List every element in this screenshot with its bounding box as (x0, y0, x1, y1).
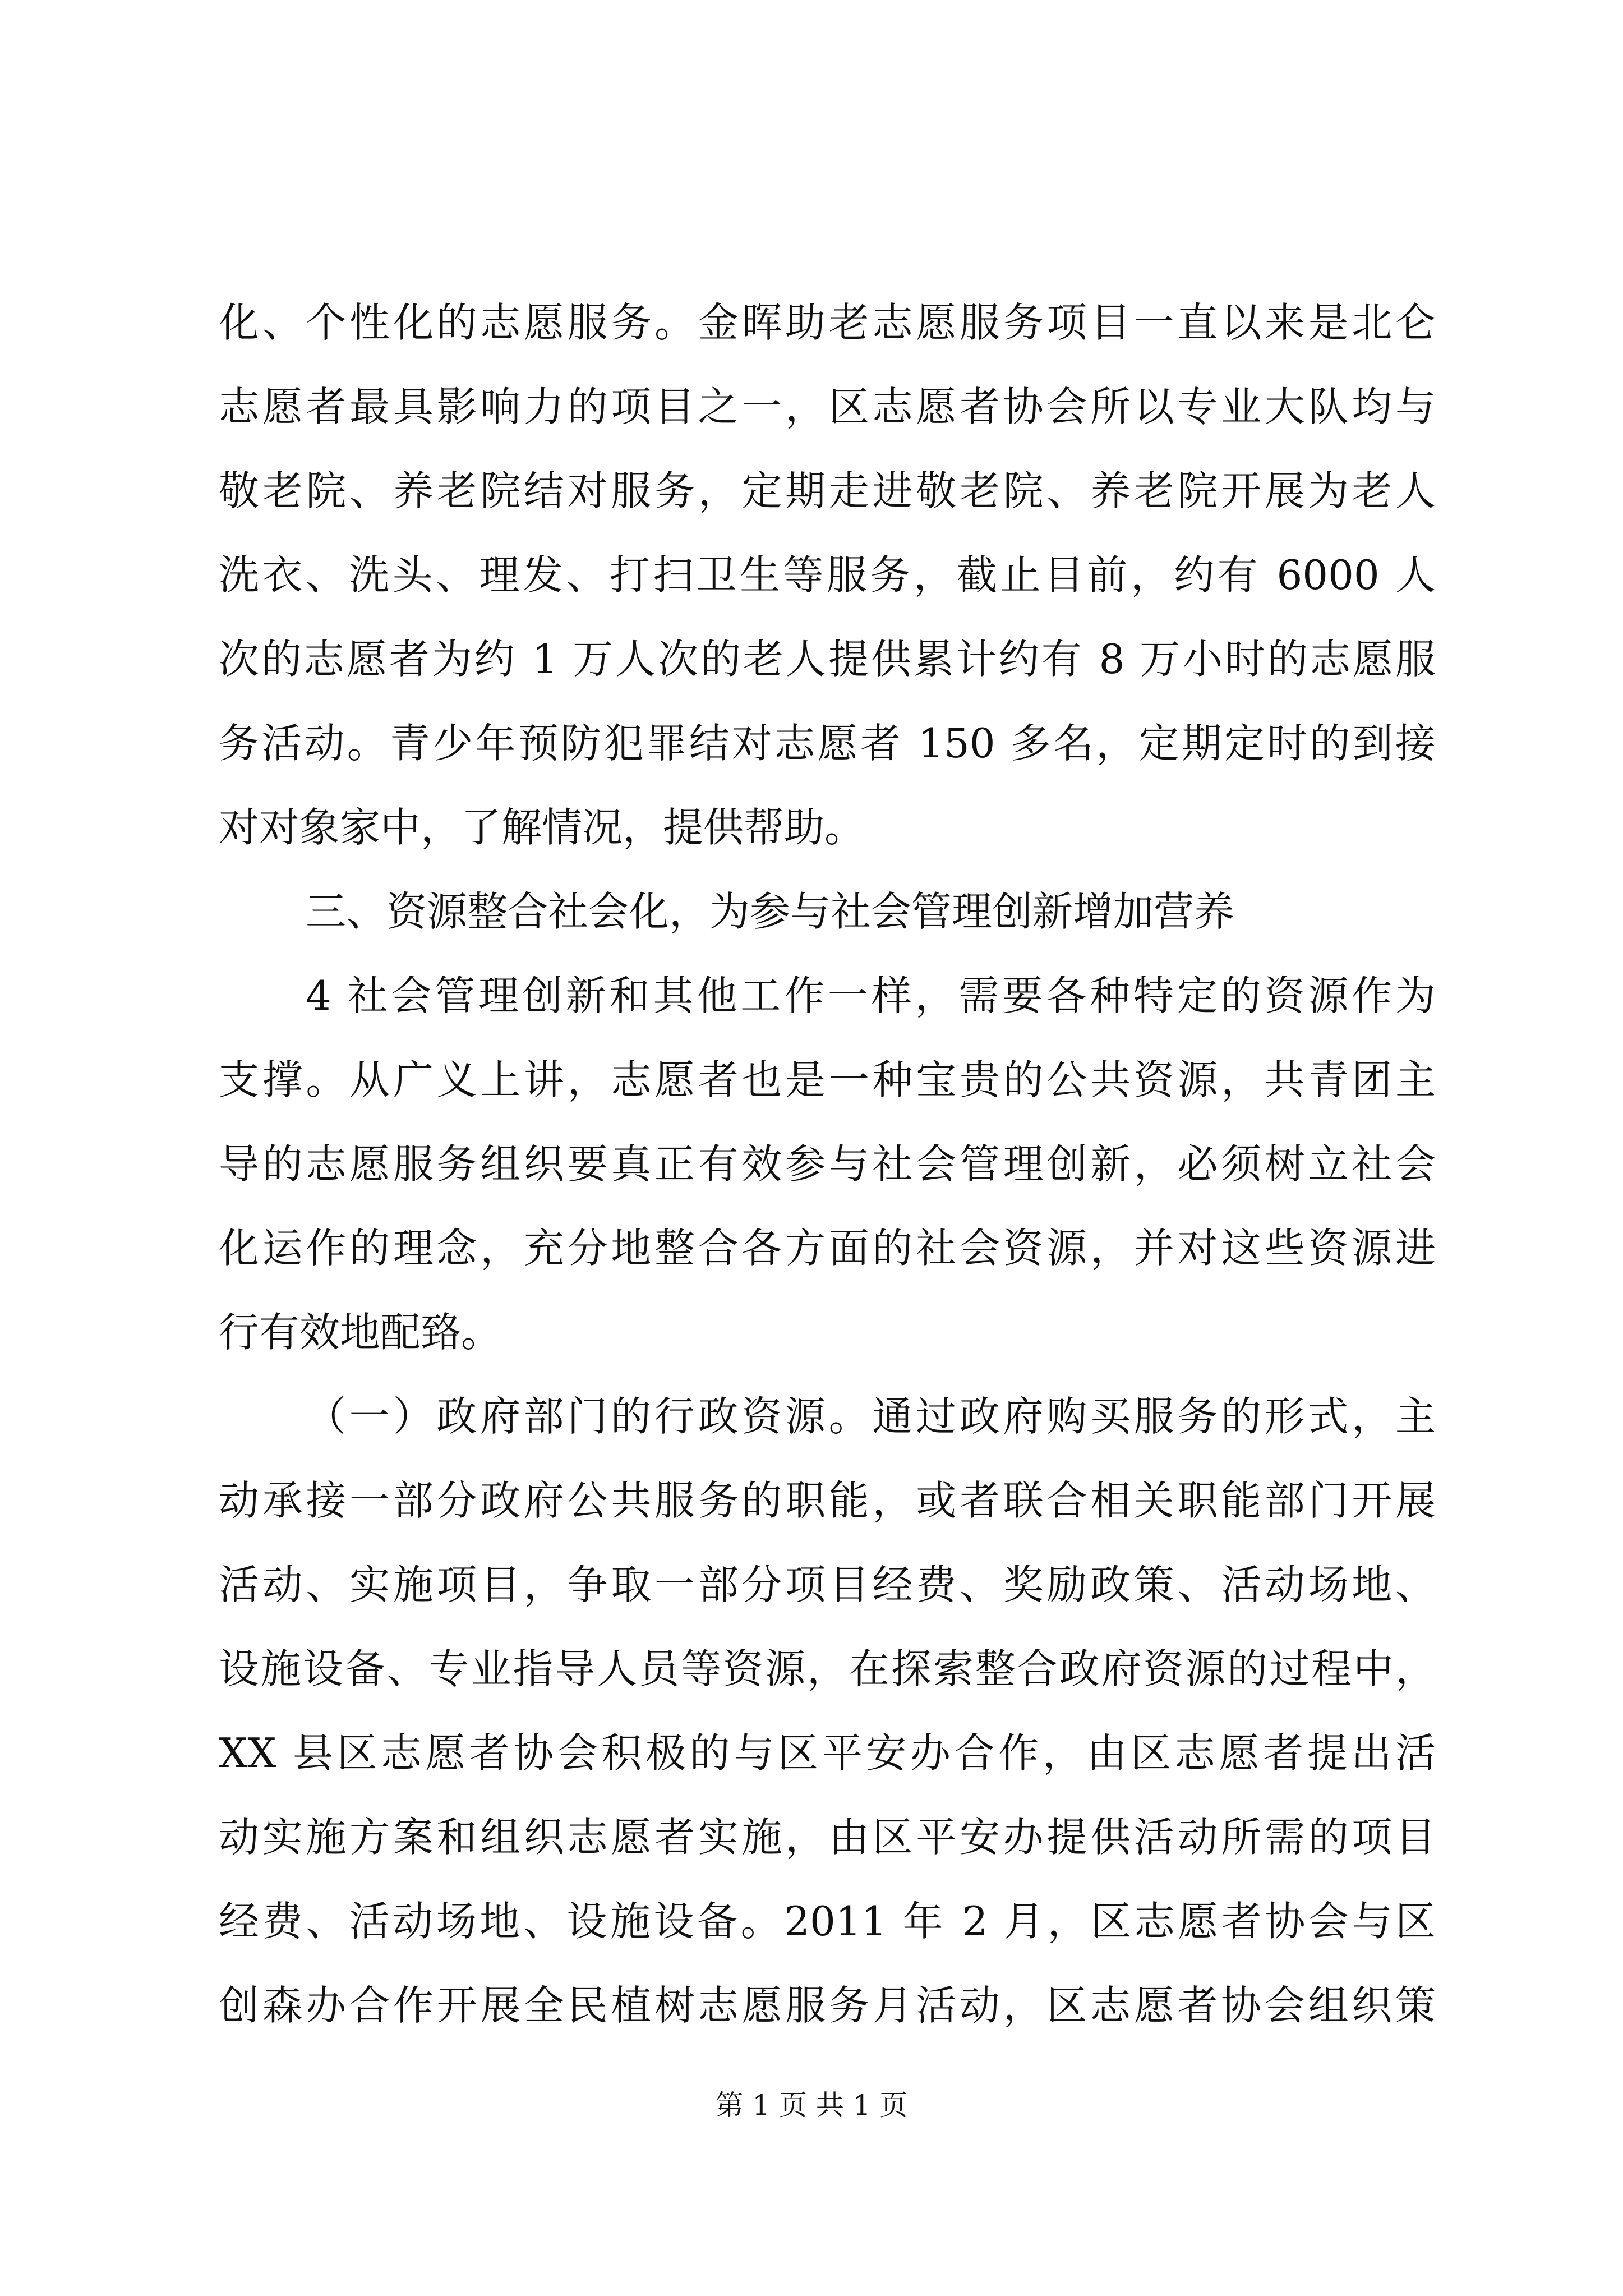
page-footer (0, 2086, 1623, 2125)
text-line-2: 志愿者最具影响力的项目之一，区志愿者协会所以专业大队均与 (219, 383, 1436, 430)
text-line-21: 创森办合作开展全民植树志愿服务月活动，区志愿者协会组织策 (219, 1982, 1436, 2029)
text-line-6: 务活动。青少年预防犯罪结对志愿者 150 多名，定期定时的到接 (219, 720, 1436, 767)
text-line-16: 活动、实施项目，争取一部分项目经费、奖励政策、活动场地、 (219, 1561, 1436, 1608)
text-line-4: 洗衣、洗头、理发、打扫卫生等服务，截止目前，约有 6000 人 (219, 551, 1436, 599)
text-line-1: 化、个性化的志愿服务。金晖助老志愿服务项目一直以来是北仑 (219, 299, 1436, 346)
text-line-12: 化运作的理念，充分地整合各方面的社会资源，并对这些资源进 (219, 1225, 1436, 1272)
text-line-11: 导的志愿服务组织要真正有效参与社会管理创新，必须树立社会 (219, 1140, 1436, 1188)
text-line-20: 经费、活动场地、设施设备。2011 年 2 月，区志愿者协会与区 (219, 1898, 1436, 1945)
text-line-19: 动实施方案和组织志愿者实施，由区平安办提供活动所需的项目 (219, 1814, 1436, 1861)
text-line-7: 对对象家中，了解情况，提供帮助。 (219, 804, 865, 851)
text-line-5: 次的志愿者为约 1 万人次的老人提供累计约有 8 万小时的志愿服 (219, 636, 1436, 683)
text-line-18: XX 县区志愿者协会积极的与区平安办合作，由区志愿者提出活 (219, 1729, 1436, 1777)
text-line-9: 4 社会管理创新和其他工作一样，需要各种特定的资源作为 (306, 972, 1436, 1019)
section-heading: 三、资源整合社会化，为参与社会管理创新增加营养 (306, 888, 1235, 935)
text-line-13: 行有效地配臵。 (219, 1309, 502, 1356)
text-line-17: 设施设备、专业指导人员等资源，在探索整合政府资源的过程中， (219, 1645, 1436, 1692)
text-line-15: 动承接一部分政府公共服务的职能，或者联合相关职能部门开展 (219, 1477, 1436, 1524)
subsection-line-14: （一）政府部门的行政资源。通过政府购买服务的形式，主 (306, 1393, 1436, 1440)
page-number: 第 1 页 共 1 页 (715, 2089, 908, 2122)
text-line-3: 敬老院、养老院结对服务，定期走进敬老院、养老院开展为老人 (219, 467, 1436, 514)
document-body (219, 280, 1436, 2047)
text-line-10: 支撑。从广义上讲，志愿者也是一种宝贵的公共资源，共青团主 (219, 1056, 1436, 1103)
